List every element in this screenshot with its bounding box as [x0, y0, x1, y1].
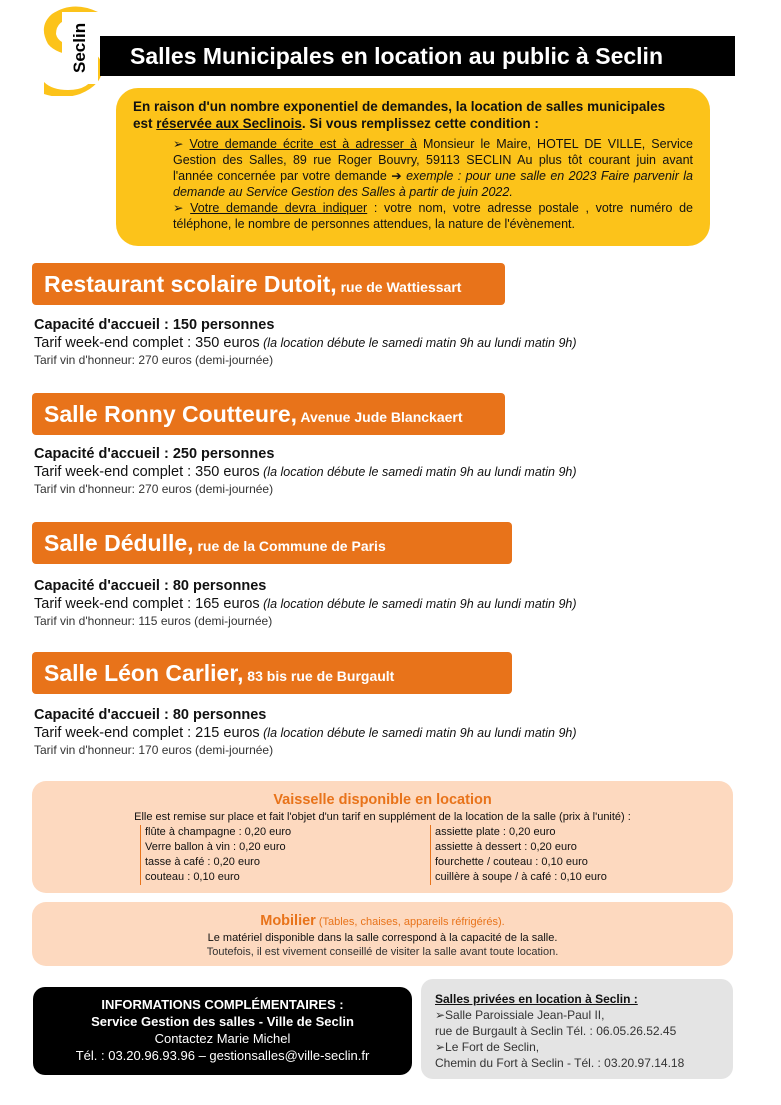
- venue-vin-honneur: Tarif vin d'honneur: 270 euros (demi-journée): [34, 482, 274, 496]
- venue-tarif-note: (la location débute le samedi matin 9h au lundi matin 9h): [259, 726, 577, 740]
- venue-street: 83 bis rue de Burgault: [243, 668, 395, 684]
- venue-name: Salle Dédulle,: [44, 530, 194, 556]
- vaisselle-subtitle: Elle est remise sur place et fait l'objet d'un tarif en supplément de la location de la salle (prix à l'unité) :: [134, 811, 631, 823]
- venue-tarif-value: Tarif week-end complet : 350 euros: [34, 464, 260, 480]
- vaisselle-item: couteau : 0,10 euro: [145, 871, 240, 883]
- venue-tarif: [34, 595, 674, 613]
- venue-header-coutteure: [32, 393, 505, 435]
- venue-tarif-value: Tarif week-end complet : 350 euros: [34, 335, 260, 351]
- vaisselle-item: assiette à dessert : 0,20 euro: [435, 841, 577, 853]
- notice-head-line1: En raison d'un nombre exponentiel de demandes, la location de salles municipales: [133, 99, 666, 114]
- notice-head-underlined: réservée aux Seclinois: [156, 116, 302, 131]
- notice-item2-text: : votre nom, votre adresse postale , votre numéro de téléphone, le nombre de personnes attendues, la nature de l'évènement.: [173, 201, 693, 231]
- vaisselle-item: fourchette / couteau : 0,10 euro: [435, 856, 588, 868]
- venue-name: Salle Léon Carlier,: [44, 660, 244, 686]
- notice-heading: [133, 98, 693, 132]
- info-heading: INFORMATIONS COMPLÉMENTAIRES :: [101, 997, 344, 1012]
- venue-header-dedulle: [32, 522, 512, 564]
- venue-tarif: [34, 334, 674, 352]
- venue-info-coutteure: [34, 445, 674, 497]
- page-title: Salles Municipales en location au public à Seclin: [130, 43, 663, 69]
- notice-head-part-a: est: [133, 116, 157, 131]
- venue-capacity: Capacité d'accueil : 80 personnes: [34, 707, 267, 723]
- venue-name: Restaurant scolaire Dutoit,: [44, 271, 337, 297]
- venue-vin-honneur: Tarif vin d'honneur: 115 euros (demi-journée): [34, 614, 273, 628]
- venue-capacity: Capacité d'accueil : 80 personnes: [34, 578, 267, 594]
- vaisselle-item: assiette plate : 0,20 euro: [435, 826, 556, 838]
- private-heading: Salles privées en location à Seclin :: [435, 992, 638, 1006]
- vaisselle-right-column: [430, 825, 607, 885]
- notice-body: [133, 136, 693, 232]
- venue-vin-honneur: Tarif vin d'honneur: 170 euros (demi-journée): [34, 743, 274, 757]
- venue-vin-honneur: Tarif vin d'honneur: 270 euros (demi-journée): [34, 353, 274, 367]
- venue-info-carlier: [34, 706, 674, 758]
- logo-text: Seclin: [70, 22, 89, 74]
- bullet-arrow-icon: ➢: [173, 201, 184, 215]
- mobilier-line2: Toutefois, il est vivement conseillé de visiter la salle avant toute location.: [206, 946, 559, 958]
- venue-tarif-note: (la location débute le samedi matin 9h au lundi matin 9h): [259, 597, 577, 611]
- venue-tarif: [34, 724, 674, 742]
- venue-capacity: Capacité d'accueil : 250 personnes: [34, 446, 275, 462]
- notice-item1-example: exemple : pour une salle en 2023 Faire parvenir la demande au Service Gestion des Salles à partir de juin 2022.: [173, 169, 693, 199]
- info-phone-email[interactable]: Tél. : 03.20.96.93.96 – gestionsalles@ville-seclin.fr: [75, 1048, 370, 1063]
- venue-street: rue de Wattiessart: [336, 279, 462, 295]
- private-item1-name: ➢Salle Paroissiale Jean-Paul II,: [435, 1008, 605, 1022]
- info-box: [33, 987, 412, 1075]
- venue-header-carlier: [32, 652, 512, 694]
- venue-tarif: [34, 463, 674, 481]
- venue-street: Avenue Jude Blanckaert: [297, 409, 463, 425]
- private-venues-box: [421, 979, 733, 1079]
- vaisselle-left-column: [140, 825, 291, 885]
- venue-name: Salle Ronny Coutteure,: [44, 401, 298, 427]
- venue-street: rue de la Commune de Paris: [193, 538, 386, 554]
- vaisselle-title: Vaisselle disponible en location: [273, 792, 492, 808]
- notice-head-part-c: . Si vous remplissez cette condition :: [301, 116, 539, 131]
- notice-item1-text: Monsieur le Maire, HOTEL DE VILLE, Service Gestion des Salles, 89 rue Roger Bouvry, 59113 SECLIN Au plus tôt courant juin avant l'année concernée par votre demande: [173, 137, 693, 183]
- venue-info-dutoit: [34, 316, 674, 368]
- bullet-arrow-icon: ➢: [173, 137, 184, 151]
- right-arrow-icon: ➔: [391, 169, 402, 183]
- private-item2-name: ➢Le Fort de Seclin,: [435, 1040, 540, 1054]
- venue-tarif-note: (la location débute le samedi matin 9h au lundi matin 9h): [259, 336, 577, 350]
- mobilier-title-text: Mobilier: [260, 913, 316, 929]
- notice-item2-underlined: Votre demande devra indiquer: [190, 201, 368, 215]
- vaisselle-item: cuillère à soupe / à café : 0,10 euro: [435, 871, 607, 883]
- venue-tarif-value: Tarif week-end complet : 215 euros: [34, 725, 260, 741]
- venue-header-dutoit: [32, 263, 505, 305]
- vaisselle-item: Verre ballon à vin : 0,20 euro: [145, 841, 286, 853]
- venue-capacity: Capacité d'accueil : 150 personnes: [34, 317, 275, 333]
- mobilier-subtitle: (Tables, chaises, appareils réfrigérés).: [315, 916, 505, 928]
- vaisselle-item: flûte à champagne : 0,20 euro: [145, 826, 292, 838]
- info-contact: Contactez Marie Michel: [154, 1031, 291, 1046]
- info-service: Service Gestion des salles - Ville de Seclin: [91, 1014, 354, 1029]
- mobilier-line1: Le matériel disponible dans la salle correspond à la capacité de la salle.: [207, 932, 558, 944]
- venue-tarif-note: (la location débute le samedi matin 9h au lundi matin 9h): [259, 465, 577, 479]
- vaisselle-item: tasse à café : 0,20 euro: [145, 856, 260, 868]
- venue-tarif-value: Tarif week-end complet : 165 euros: [34, 596, 260, 612]
- venue-info-dedulle: [34, 577, 674, 629]
- private-item2-address: Chemin du Fort à Seclin - Tél. : 03.20.97.14.18: [435, 1056, 685, 1070]
- notice-item1-underlined: Votre demande écrite est à adresser à: [189, 137, 417, 151]
- mobilier-title: [32, 912, 733, 930]
- private-item1-address: rue de Burgault à Seclin Tél. : 06.05.26.52.45: [435, 1024, 677, 1038]
